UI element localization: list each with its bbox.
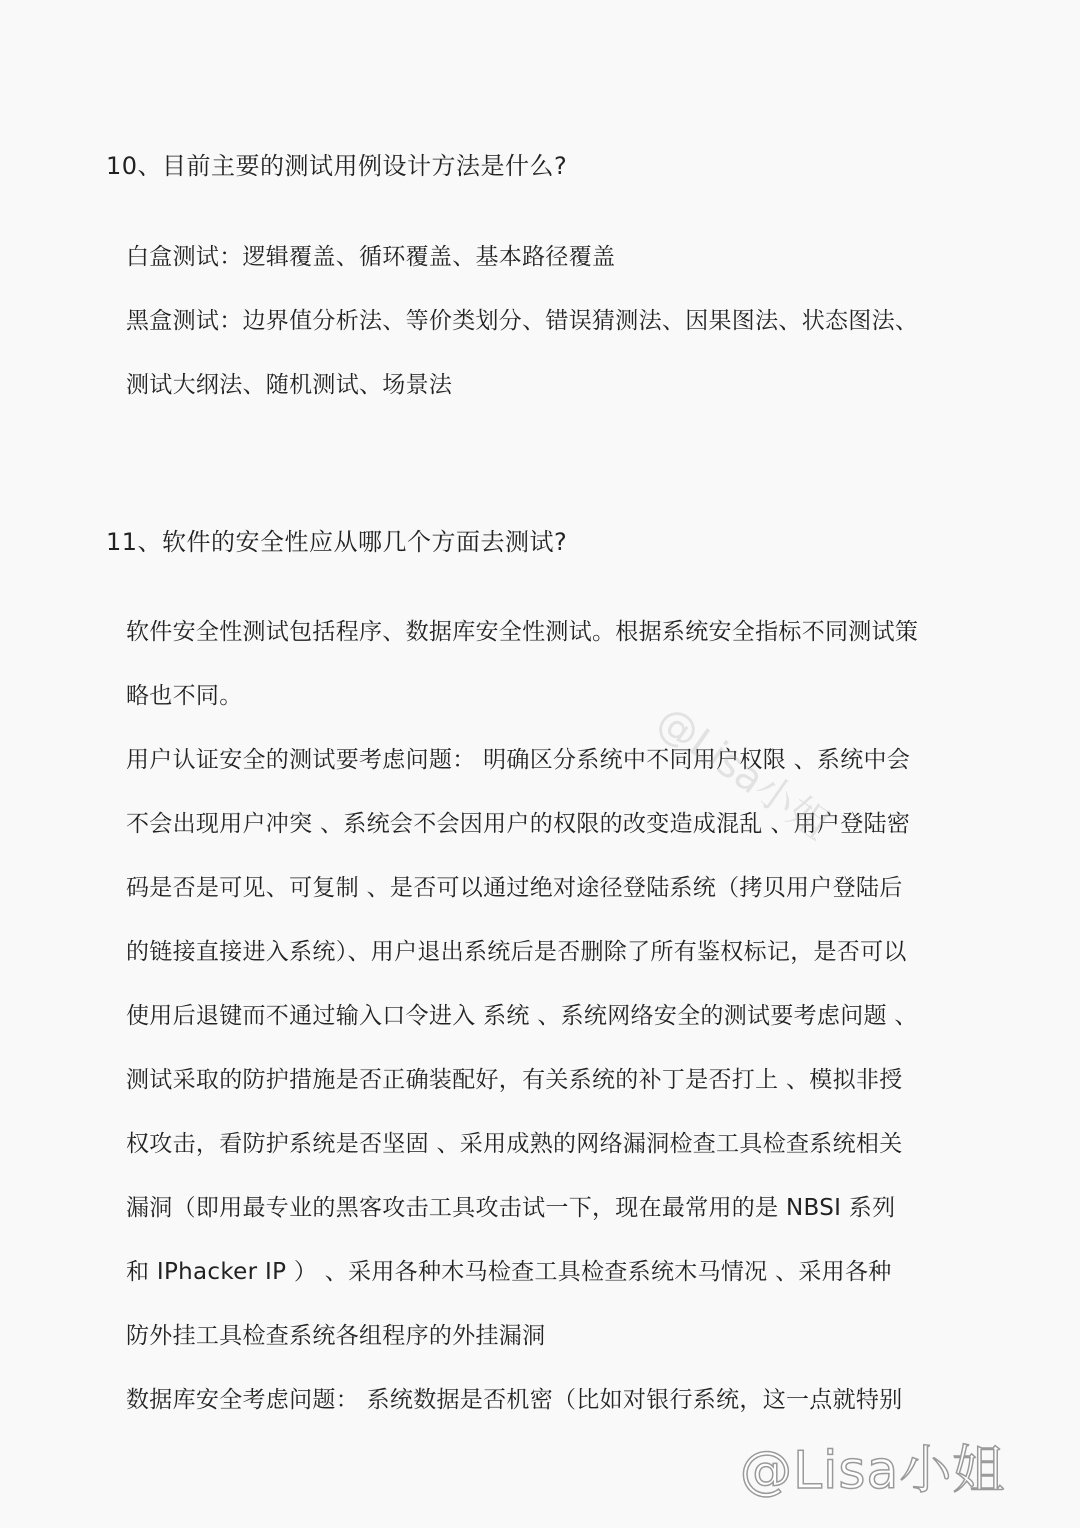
- q11-answer-line-6: 的链接直接进入系统）、用户退出系统后是否删除了所有鉴权标记，是否可以: [126, 939, 907, 965]
- q10-answer-line-3: 测试大纲法、随机测试、场景法: [126, 372, 453, 398]
- watermark-diagonal: @Lisa小姐: [648, 697, 838, 850]
- q11-answer-line-4: 不会出现用户冲突 、系统会不会因用户的权限的改变造成混乱 、用户登陆密: [126, 811, 911, 837]
- q11-answer-line-2: 略也不同。: [126, 683, 243, 709]
- q10-answer-line-1: 白盒测试：逻辑覆盖、循环覆盖、基本路径覆盖: [126, 244, 616, 270]
- watermark-corner: @Lisa小姐: [740, 1441, 1006, 1501]
- q11-answer-line-11: 和 IPhacker IP ） 、采用各种木马检查工具检查系统木马情况 、采用各种: [126, 1259, 892, 1285]
- q10-answer-line-2: 黑盒测试：边界值分析法、等价类划分、错误猜测法、因果图法、状态图法、: [126, 308, 919, 334]
- q11-answer-line-7: 使用后退键而不通过输入口令进入 系统 、系统网络安全的测试要考虑问题 、: [126, 1003, 918, 1029]
- q11-answer-line-9: 权攻击，看防护系统是否坚固 、采用成熟的网络漏洞检查工具检查系统相关: [126, 1131, 903, 1157]
- q11-answer-line-8: 测试采取的防护措施是否正确装配好，有关系统的补丁是否打上 、模拟非授: [126, 1067, 903, 1093]
- q11-answer-line-12: 防外挂工具检查系统各组程序的外挂漏洞: [126, 1323, 546, 1349]
- question-10-title: 10、目前主要的测试用例设计方法是什么?: [106, 152, 568, 180]
- q11-answer-line-1: 软件安全性测试包括程序、数据库安全性测试。根据系统安全指标不同测试策: [126, 619, 919, 645]
- q11-answer-line-3: 用户认证安全的测试要考虑问题： 明确区分系统中不同用户权限 、系统中会: [126, 747, 911, 773]
- question-11-title: 11、软件的安全性应从哪几个方面去测试?: [106, 528, 568, 556]
- q11-answer-line-10: 漏洞（即用最专业的黑客攻击工具攻击试一下，现在最常用的是 NBSI 系列: [126, 1195, 896, 1221]
- q11-answer-line-13: 数据库安全考虑问题： 系统数据是否机密（比如对银行系统，这一点就特别: [126, 1387, 903, 1413]
- q11-answer-line-5: 码是否是可见、可复制 、是否可以通过绝对途径登陆系统（拷贝用户登陆后: [126, 875, 903, 901]
